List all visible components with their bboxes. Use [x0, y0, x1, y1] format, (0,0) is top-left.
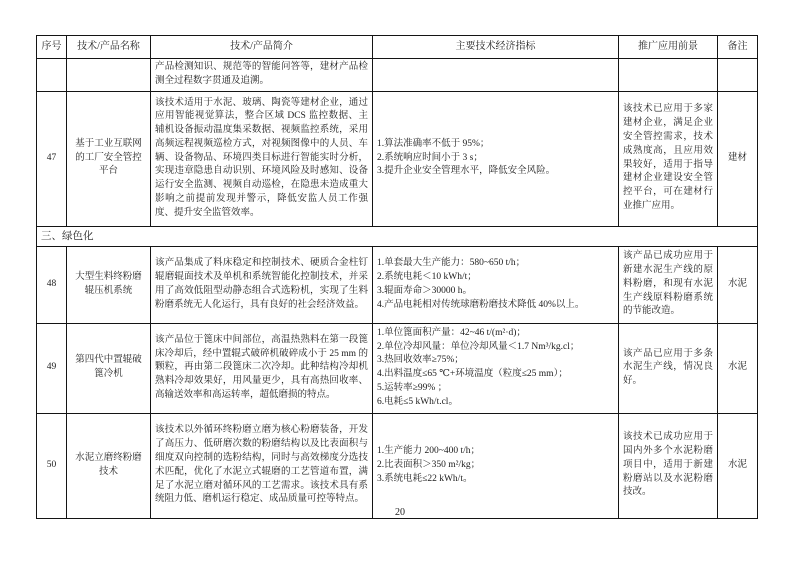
- header-no: 序号: [37, 36, 67, 59]
- technology-table: [36, 35, 758, 519]
- cell-indicators: [373, 413, 619, 518]
- cell-intro: 该产品位于篦床中间部位，高温热熟料在第一段篦床冷却后，经中置辊式破碎机破碎成小于 25 mm 的颗粒，再由第二段篦床二次冷却。此种结构冷却机熟料冷却效果好，用风量更少，具有高热回收率、高输送效率和高运转率，超低磨损的特点。: [151, 323, 373, 413]
- cell-no: 49: [37, 323, 67, 413]
- cell-indicators: [373, 59, 619, 92]
- table-row-48: [37, 246, 758, 323]
- cell-name: [67, 59, 151, 92]
- table-row-47: [37, 91, 758, 226]
- header-remark: 备注: [718, 36, 758, 59]
- header-intro: 技术/产品简介: [151, 36, 373, 59]
- indicator-line: 2.单位冷却风量：单位冷却风量＜1.7 Nm³/kg.cl；: [377, 341, 580, 352]
- indicator-line: 1.单位篦面积产量：42~46 t/(m²·d)；: [377, 327, 526, 338]
- indicator-line: 3.辊面寿命＞30000 h。: [377, 285, 473, 296]
- cell-no: 48: [37, 246, 67, 323]
- cell-prospects: 该技术已成功应用于国内外多个水泥粉磨项目中，适用于新建粉磨站以及水泥粉磨技改。: [619, 413, 718, 518]
- cell-prospects: 该产品已成功应用于新建水泥生产线的原料粉磨，和现有水泥生产线原料粉磨系统的节能改造。: [619, 246, 718, 323]
- indicator-line: 5.运转率≥99% ；: [377, 383, 448, 394]
- cell-name: 水泥立磨终粉磨技术: [67, 413, 151, 518]
- header-name: 技术/产品名称: [67, 36, 151, 59]
- indicator-line: 4.产品电耗相对传统球磨粉磨技术降低 40%以上。: [377, 299, 585, 310]
- cell-remark: 水泥: [718, 413, 758, 518]
- cell-indicators: [373, 246, 619, 323]
- cell-name: 基于工业互联网的工厂安全管控平台: [67, 91, 151, 226]
- cell-no: 47: [37, 91, 67, 226]
- cell-remark: [718, 59, 758, 92]
- cell-indicators: [373, 323, 619, 413]
- cell-name: 第四代中置辊破篦冷机: [67, 323, 151, 413]
- header-prospects: 推广应用前景: [619, 36, 718, 59]
- cell-intro: 该技术适用于水泥、玻璃、陶瓷等建材企业，通过应用智能视觉算法，整合区域 DCS 监控数据、主辅机设备振动温度集采数据、视频监控系统，采用高频远程视频巡检方式，对视频图像中的人员、车辆、设备物品、环境四类目标进行智能实时分析，实现违章隐患自动识别、环境风险及时感知、设备运行安全监测、视频自动巡检，在隐患未造成重大影响之前提前发现并警示，降低安监人员工作强度、提升安全监管效率。: [151, 91, 373, 226]
- table-row-continuation: [37, 59, 758, 92]
- cell-remark: 水泥: [718, 246, 758, 323]
- indicator-line: 2.系统电耗＜10 kWh/t；: [377, 271, 477, 282]
- header-indicators: 主要技术经济指标: [373, 36, 619, 59]
- cell-intro: 该产品集成了料床稳定和控制技术、硬质合金柱钉辊磨辊面技术及单机和系统智能化控制技术，并采用了高效低阻型动静态组合式选粉机，实现了生料粉磨系统无人化运行，具有良好的社会经济效益。: [151, 246, 373, 323]
- cell-no: [37, 59, 67, 92]
- cell-indicators: [373, 91, 619, 226]
- cell-remark: 建材: [718, 91, 758, 226]
- cell-prospects: 该产品已应用于多条水泥生产线，情况良好。: [619, 323, 718, 413]
- indicator-line: 3.热回收效率≥75%；: [377, 355, 464, 366]
- table-row-50: [37, 413, 758, 518]
- indicator-line: 1.生产能力 200~400 t/h；: [377, 446, 481, 457]
- indicator-line: 1.算法准确率不低于 95%；: [377, 138, 490, 149]
- indicator-line: 3.提升企业安全管理水平，降低安全风险。: [377, 166, 556, 177]
- indicator-line: 1.单套最大生产能力：580~650 t/h；: [377, 258, 526, 269]
- table-row-49: [37, 323, 758, 413]
- indicator-line: 4.出料温度≤65 ℃+环境温度（粒度≤25 mm）；: [377, 369, 568, 380]
- cell-prospects: 该技术已应用于多家建材企业，满足企业安全管控需求，技术成熟度高，且应用效果较好，适用于指导建材企业建设安全管控平台，可在建材行业推广应用。: [619, 91, 718, 226]
- indicator-line: 2.比表面积＞350 m²/kg；: [377, 459, 481, 470]
- table-header-row: [37, 36, 758, 59]
- cell-name: 大型生料终粉磨辊压机系统: [67, 246, 151, 323]
- section-title: 三、绿色化: [37, 226, 758, 246]
- cell-prospects: [619, 59, 718, 92]
- cell-no: 50: [37, 413, 67, 518]
- cell-intro: 该技术以外循环终粉磨立磨为核心粉磨装备，开发了高压力、低研磨次数的粉磨结构以及比表面积与细度双向控制的选粉结构，同时与高效梯度分选技术匹配，优化了水泥立式辊磨的工艺管道布置，满足了水泥立磨对循环风的工艺需求。该技术具有系统阻力低、磨机运行稳定、成品质量可控等特点。: [151, 413, 373, 518]
- section-row-green: [37, 226, 758, 246]
- page-number: 20: [395, 507, 405, 518]
- indicator-line: 2.系统响应时间小于 3 s；: [377, 152, 483, 163]
- cell-intro: 产品检测知识、规范等的智能问答等，建材产品检测全过程数字贯通及追溯。: [151, 59, 373, 92]
- indicator-line: 3.系统电耗≤22 kWh/t。: [377, 473, 473, 484]
- cell-remark: 水泥: [718, 323, 758, 413]
- indicator-line: 6.电耗≤5 kWh/t.cl。: [377, 396, 458, 407]
